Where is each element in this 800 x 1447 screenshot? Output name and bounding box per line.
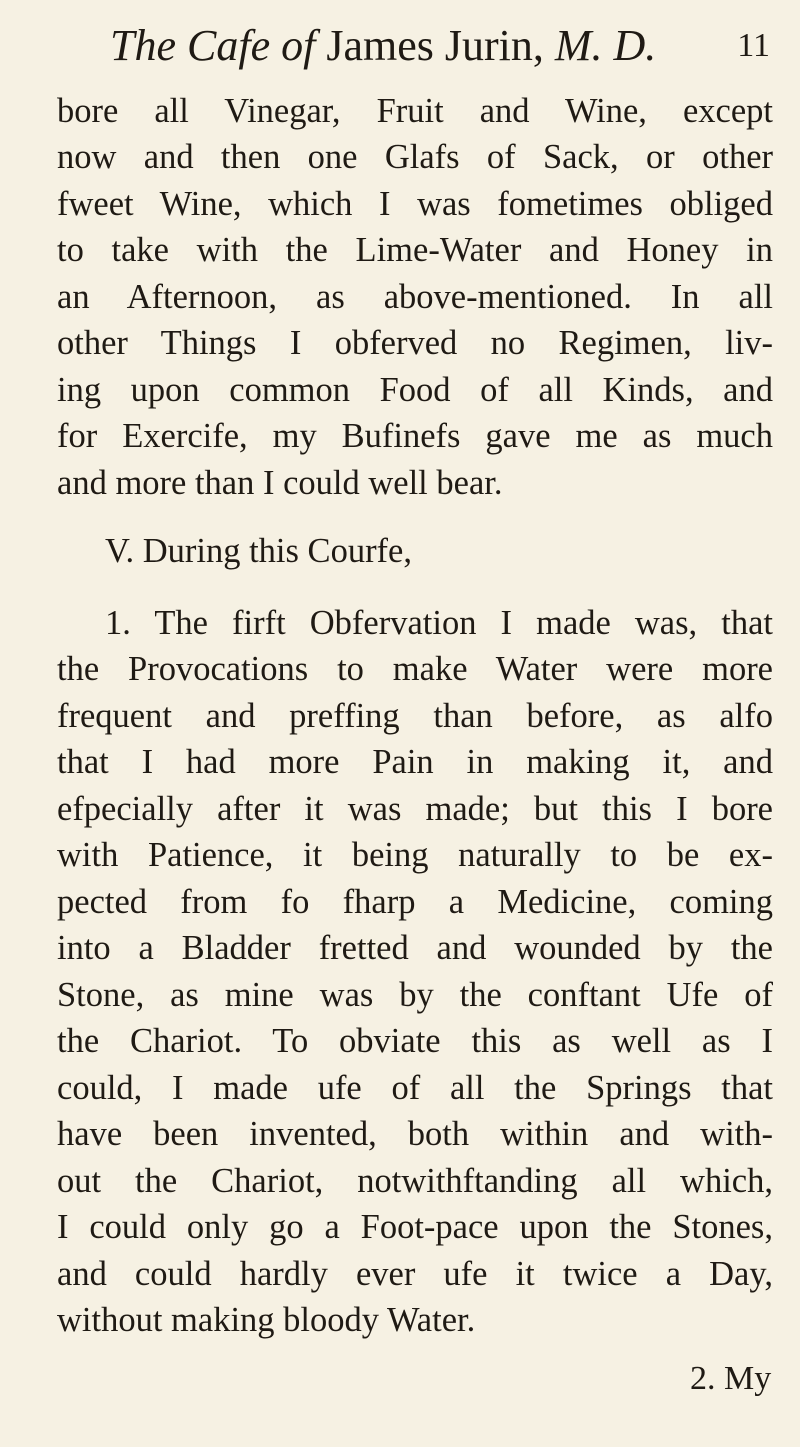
text-line: I could only go a Foot-pace upon the Stones, [57,1208,773,1246]
text-line: could, I made ufe of all the Springs that [57,1069,773,1107]
text-line: have been invented, both within and with- [57,1115,773,1153]
text-line: efpecially after it was made; but this I bore [57,790,773,828]
text-line: the Chariot. To obviate this as well as I [57,1022,773,1060]
text-line: pected from fo fharp a Medicine, coming [57,883,773,921]
catchword: 2. My [690,1360,772,1397]
text-line: frequent and preffing than before, as alfo [57,697,773,735]
text-line: 1. The firft Obfervation I made was, that [105,604,773,642]
text-line: and more than I could well bear. [57,464,503,502]
header-title-name: James Jurin, [315,21,555,70]
text-line: an Afternoon, as above-mentioned. In all [57,278,773,316]
text-line: with Patience, it being naturally to be ex- [57,836,773,874]
text-line: to take with the Lime-Water and Honey in [57,231,773,269]
text-line: out the Chariot, notwithftanding all which, [57,1162,773,1200]
text-line: now and then one Glafs of Sack, or other [57,138,773,176]
text-line: the Provocations to make Water were more [57,650,773,688]
text-line: into a Bladder fretted and wounded by the [57,929,773,967]
section-heading: V. During this Courfe, [105,532,412,570]
running-header [110,14,770,78]
text-line: Stone, as mine was by the conftant Ufe of [57,976,773,1014]
header-title-italic: The Cafe of [110,21,316,70]
text-line: and could hardly ever ufe it twice a Day, [57,1255,773,1293]
text-line: ing upon common Food of all Kinds, and [57,371,773,409]
page-number: 11 [737,27,770,64]
text-line: bore all Vinegar, Fruit and Wine, except [57,92,773,130]
text-line: for Exercife, my Bufinefs gave me as much [57,417,773,455]
text-line: that I had more Pain in making it, and [57,743,773,781]
text-line: fweet Wine, which I was fometimes obliged [57,185,773,223]
text-line: other Things I obferved no Regimen, liv- [57,324,773,362]
header-title-suffix: M. D. [554,21,657,70]
text-line: without making bloody Water. [57,1301,476,1339]
